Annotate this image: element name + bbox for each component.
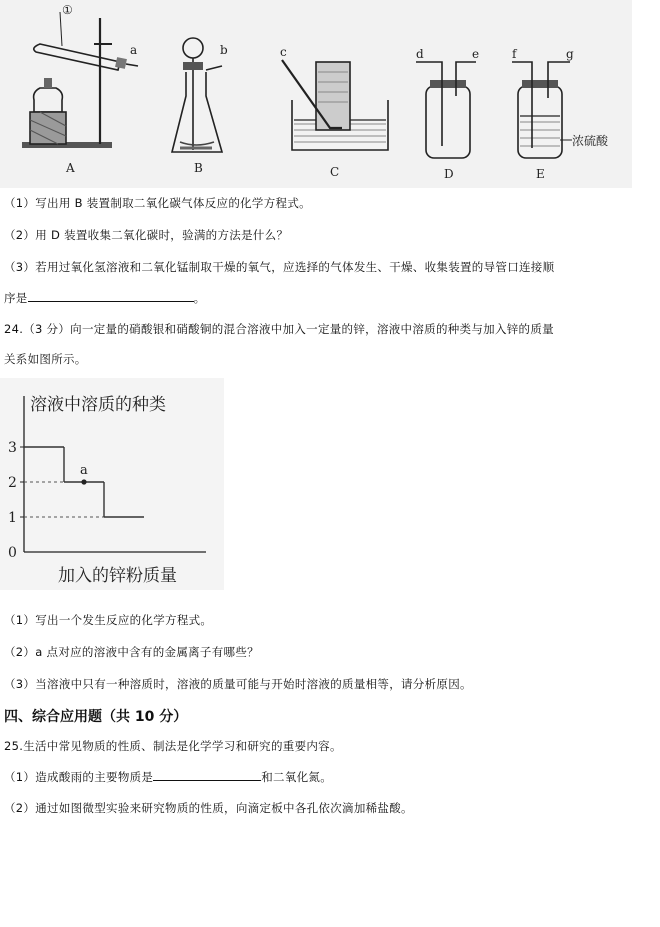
q24-stem-line1: 24.（3 分）向一定量的硝酸银和硝酸铜的混合溶液中加入一定量的锌，溶液中溶质的种类与加入锌的质量	[4, 322, 554, 336]
label-D: D	[444, 167, 454, 181]
y-tick-label-3: 3	[8, 440, 17, 456]
q23-part3-suffix: 。	[193, 291, 206, 305]
port-f: f	[512, 47, 517, 61]
q25-part1-prefix: （1）造成酸雨的主要物质是	[4, 770, 154, 784]
port-a: a	[130, 43, 138, 57]
gas-bottle-d	[426, 86, 470, 158]
point-a-marker	[81, 479, 86, 484]
q24-part3: （3）当溶液中只有一种溶质时，溶液的质量可能与开始时溶液的质量相等，请分析原因。	[4, 677, 472, 691]
separatory-funnel	[183, 38, 203, 58]
chart-svg	[0, 378, 224, 590]
label-B: B	[194, 161, 203, 175]
q24-stem-line2: 关系如图所示。	[4, 352, 87, 366]
q23-part3-line1: （3）若用过氧化氢溶液和二氧化锰制取干燥的氧气，应选择的气体发生、干燥、收集装置的导管口连接顺	[4, 260, 555, 274]
port-e: e	[472, 47, 480, 61]
answer-blank-1[interactable]	[28, 290, 194, 302]
port-b: b	[220, 43, 228, 57]
q24-part1: （1）写出一个发生反应的化学方程式。	[4, 613, 213, 627]
port-d: d	[416, 47, 424, 61]
port-g: g	[566, 47, 574, 61]
y-tick-label-0: 0	[8, 545, 17, 561]
y-tick-label-1: 1	[8, 510, 17, 526]
test-tube	[34, 44, 120, 70]
label-A: A	[66, 161, 75, 175]
port-c: c	[280, 45, 287, 59]
q23-part2: （2）用 D 装置收集二氧化碳时，验满的方法是什么？	[4, 228, 289, 242]
apparatus-figure	[0, 0, 632, 188]
point-a-label: a	[80, 463, 88, 478]
label-E: E	[536, 167, 545, 181]
label-C: C	[330, 165, 340, 179]
q25-part2: （2）通过如图微型实验来研究物质的性质，向滴定板中各孔依次滴加稀盐酸。	[4, 801, 413, 815]
q23-part1: （1）写出用 B 装置制取二氧化碳气体反应的化学方程式。	[4, 196, 311, 210]
answer-blank-2[interactable]	[153, 769, 261, 781]
q25-stem: 25.生活中常见物质的性质、制法是化学学习和研究的重要内容。	[4, 739, 342, 753]
acid-label: 浓硫酸	[572, 134, 609, 148]
chart-xlabel: 加入的锌粉质量	[58, 566, 177, 586]
section-title: 四、综合应用题（共 10 分）	[4, 709, 188, 725]
conical-flask	[172, 72, 222, 152]
solute-chart	[0, 378, 224, 590]
y-tick-label-2: 2	[8, 475, 17, 491]
chart-title: 溶液中溶质的种类	[30, 395, 166, 415]
q25-part1-suffix: 和二氧化氮。	[261, 770, 333, 784]
q23-part3-prefix: 序是	[4, 291, 28, 305]
apparatus-diagram	[0, 0, 632, 188]
q25-part1	[4, 769, 332, 784]
port-circle1: ①	[62, 3, 73, 17]
q24-part2: （2）a 点对应的溶液中含有的金属离子有哪些？	[4, 645, 259, 659]
q23-part3-line2	[4, 290, 205, 305]
